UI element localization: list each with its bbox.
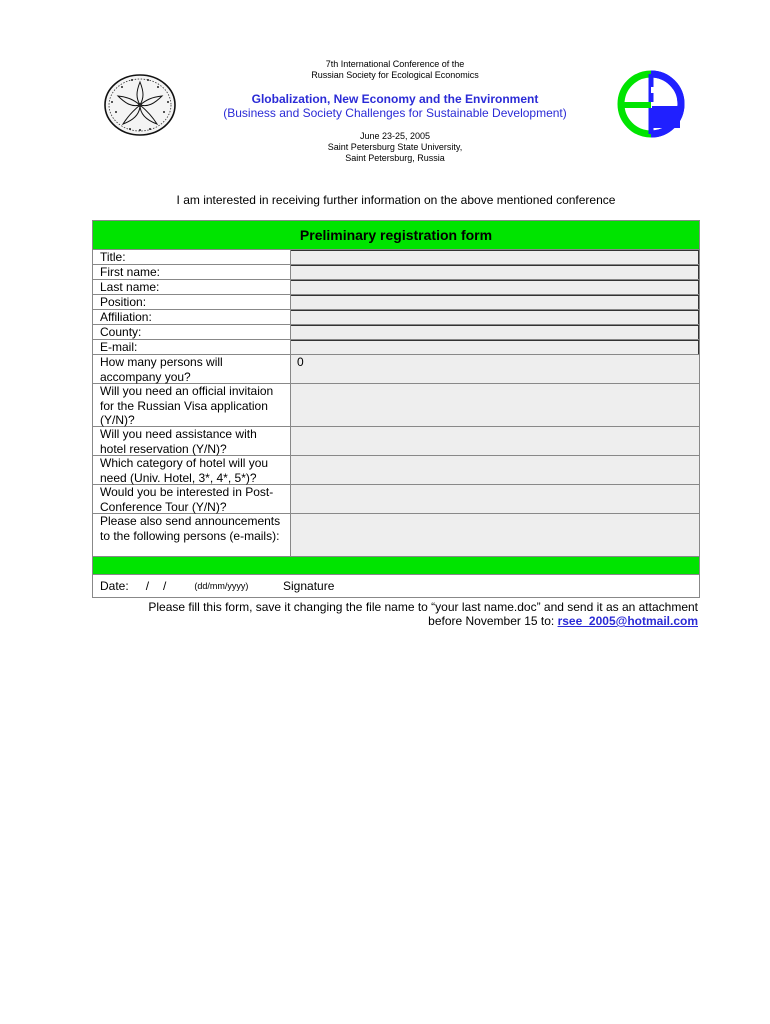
form-row-accompanying (93, 355, 699, 384)
announcement-emails-field[interactable] (291, 514, 699, 556)
field-label: Please also send announcements to the following persons (e-mails): (93, 514, 291, 556)
conference-header (0, 0, 770, 190)
date-separator: / (145, 579, 150, 593)
submission-instructions (92, 600, 698, 628)
email-field[interactable] (291, 340, 699, 354)
signature-field[interactable] (283, 579, 334, 593)
contact-email-link[interactable]: rsee_2005@hotmail.com (557, 614, 698, 628)
field-label: Title: (93, 250, 291, 264)
form-row-hotel-category (93, 456, 699, 485)
form-row-visa (93, 384, 699, 427)
hotel-assistance-field[interactable] (291, 427, 699, 455)
form-row-email (93, 340, 699, 355)
field-label: County: (93, 325, 291, 339)
conference-city: Saint Petersburg, Russia (345, 153, 445, 163)
form-row-tour (93, 485, 699, 514)
form-row-title (93, 250, 699, 265)
county-field[interactable] (291, 325, 699, 339)
field-label: E-mail: (93, 340, 291, 354)
form-row-county (93, 325, 699, 340)
position-field[interactable] (291, 295, 699, 309)
date-separator: / (163, 579, 167, 593)
first-name-field[interactable] (291, 265, 699, 279)
field-label: Affiliation: (93, 310, 291, 324)
field-label: Position: (93, 295, 291, 309)
form-row-announcements (93, 514, 699, 557)
field-label: Last name: (93, 280, 291, 294)
conference-subtitle: (Business and Society Challenges for Sustainable Development) (223, 106, 567, 120)
field-label: Which category of hotel will you need (Univ. Hotel, 3*, 4*, 5*)? (93, 456, 291, 484)
conference-venue: Saint Petersburg State University, (327, 142, 463, 152)
conference-organizer: Russian Society for Ecological Economics (311, 70, 479, 80)
signature-label: Signature (283, 579, 335, 593)
field-label: First name: (93, 265, 291, 279)
conference-title: Globalization, New Economy and the Environment (251, 92, 539, 106)
visa-invitation-field[interactable] (291, 384, 699, 426)
deadline-text: before November 15 to: (428, 614, 558, 628)
interest-statement: I am interested in receiving further information on the above mentioned conference (176, 193, 616, 207)
conference-date: June 23-25, 2005 (359, 131, 431, 141)
last-name-field[interactable] (291, 280, 699, 294)
field-label: Will you need an official invitaion for the Russian Visa application (Y/N)? (93, 384, 291, 426)
conference-edition: 7th International Conference of the (325, 59, 465, 69)
form-row-hotel-assistance (93, 427, 699, 456)
field-label: Would you be interested in Post-Conference Tour (Y/N)? (93, 485, 291, 513)
date-signature-row (93, 575, 699, 597)
field-label: How many persons will accompany you? (93, 355, 291, 383)
form-row-position (93, 295, 699, 310)
post-conference-tour-field[interactable] (291, 485, 699, 513)
affiliation-field[interactable] (291, 310, 699, 324)
form-row-last-name (93, 280, 699, 295)
form-divider-bar (93, 557, 699, 575)
date-label: Date: (100, 579, 129, 593)
date-format-hint: (dd/mm/yyyy) (194, 581, 249, 591)
title-field[interactable] (291, 250, 699, 264)
accompanying-persons-field[interactable]: 0 (291, 355, 699, 383)
hotel-category-field[interactable] (291, 456, 699, 484)
field-label: Will you need assistance with hotel reservation (Y/N)? (93, 427, 291, 455)
form-heading: Preliminary registration form (93, 221, 699, 250)
registration-form (92, 220, 700, 598)
form-row-affiliation (93, 310, 699, 325)
date-field[interactable] (93, 579, 283, 593)
form-row-first-name (93, 265, 699, 280)
instructions-line: Please fill this form, save it changing the file name to “your last name.doc” and send it as an attachment (148, 600, 698, 614)
